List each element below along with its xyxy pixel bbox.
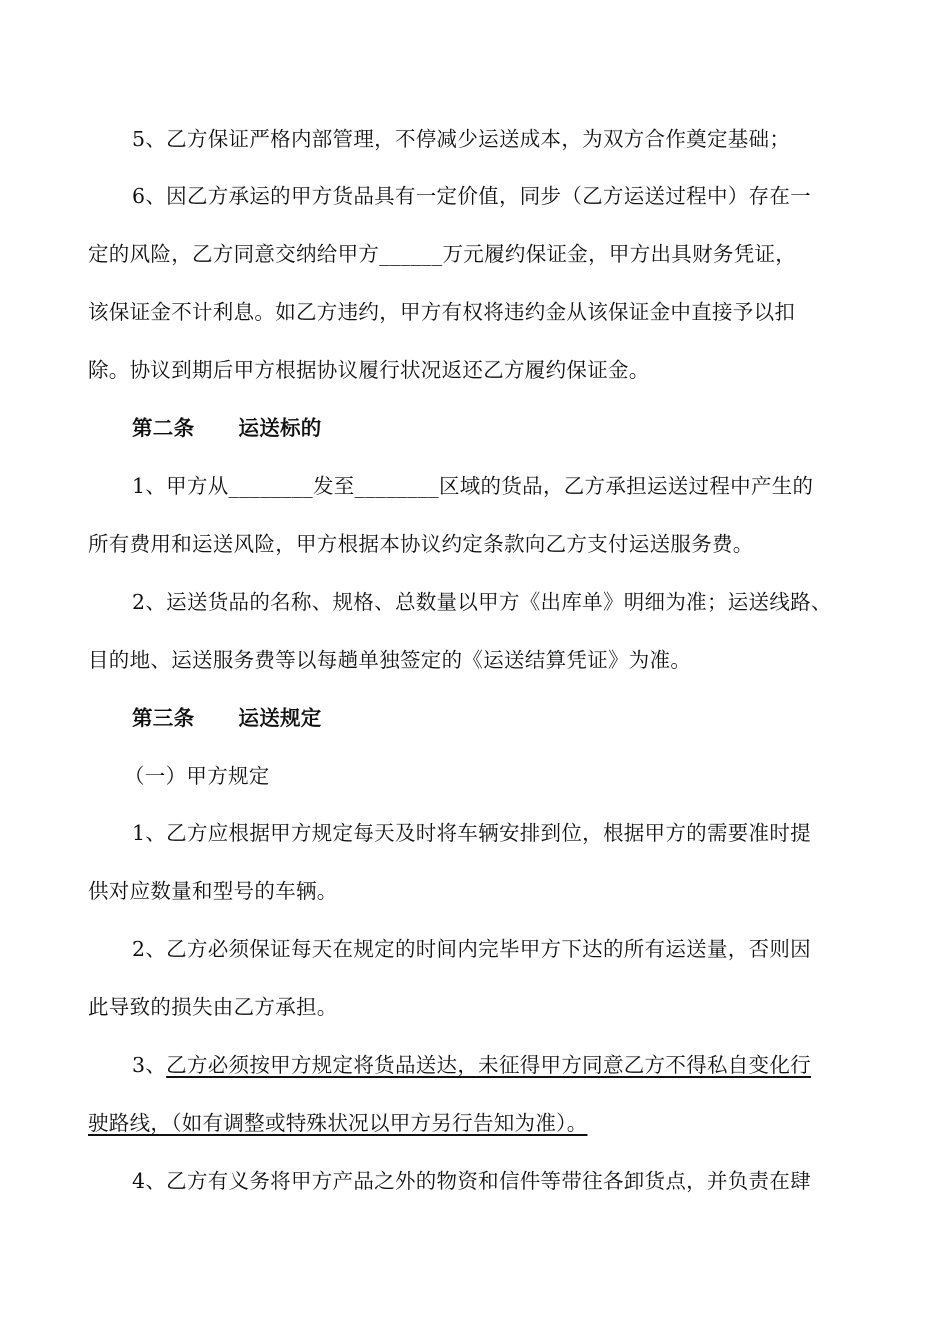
art3-clause-2-line-1: 2、乙方必须保证每天在规定的时间内完毕甲方下达的所有运送量，否则因 — [132, 937, 811, 961]
art2-clause-1-line-1: 1、甲方从________发至________区域的货品，乙方承担运送过程中产生的 — [132, 474, 814, 498]
art2-clause-1-line-2: 所有费用和运送风险，甲方根据本协议约定条款向乙方支付运送服务费。 — [88, 532, 754, 556]
section-party-a-heading: （一）甲方规定 — [124, 764, 270, 788]
article-3-heading — [132, 704, 322, 732]
art3-clause-3-line-2: 驶路线，（如有调整或特殊状况以甲方另行告知为准）。 — [88, 1111, 588, 1135]
clause-5-line-1: 5、乙方保证严格内部管理，不停减少运送成本，为双方合作奠定基础； — [132, 127, 791, 151]
art3-clause-3-line-1 — [132, 1051, 811, 1079]
clause-6-line-4: 除。协议到期后甲方根据协议履行状况返还乙方履约保证金。 — [88, 358, 650, 382]
article-2-heading — [132, 414, 322, 442]
art2-clause-2-line-1: 2、运送货品的名称、规格、总数量以甲方《出库单》明细为准；运送线路、 — [132, 590, 832, 614]
art3-clause-4-line-1: 4、乙方有义务将甲方产品之外的物资和信件等带往各卸货点，并负责在肆 — [132, 1169, 811, 1193]
art3-clause-3-number: 3、 — [132, 1053, 167, 1077]
art2-clause-2-line-2: 目的地、运送服务费等以每趟单独签定的《运送结算凭证》为准。 — [88, 648, 692, 672]
article-3-number: 第三条 — [132, 706, 195, 730]
article-2-number: 第二条 — [132, 416, 195, 440]
art3-clause-2-line-2: 此导致的损失由乙方承担。 — [88, 995, 338, 1019]
clause-6-line-3: 该保证金不计利息。如乙方违约，甲方有权将违约金从该保证金中直接予以扣 — [88, 300, 796, 324]
clause-6-line-2: 定的风险，乙方同意交纳给甲方______万元履约保证金，甲方出具财务凭证， — [88, 242, 797, 266]
article-3-title: 运送规定 — [238, 706, 322, 730]
art3-clause-3-underlined-text: 乙方必须按甲方规定将货品送达，未征得甲方同意乙方不得私自变化行 — [166, 1053, 811, 1077]
art3-clause-1-line-2: 供对应数量和型号的车辆。 — [88, 879, 338, 903]
clause-6-line-1: 6、因乙方承运的甲方货品具有一定价值，同步（乙方运送过程中）存在一 — [132, 184, 811, 208]
art3-clause-1-line-1: 1、乙方应根据甲方规定每天及时将车辆安排到位，根据甲方的需要准时提 — [132, 821, 811, 845]
article-2-title: 运送标的 — [238, 416, 322, 440]
